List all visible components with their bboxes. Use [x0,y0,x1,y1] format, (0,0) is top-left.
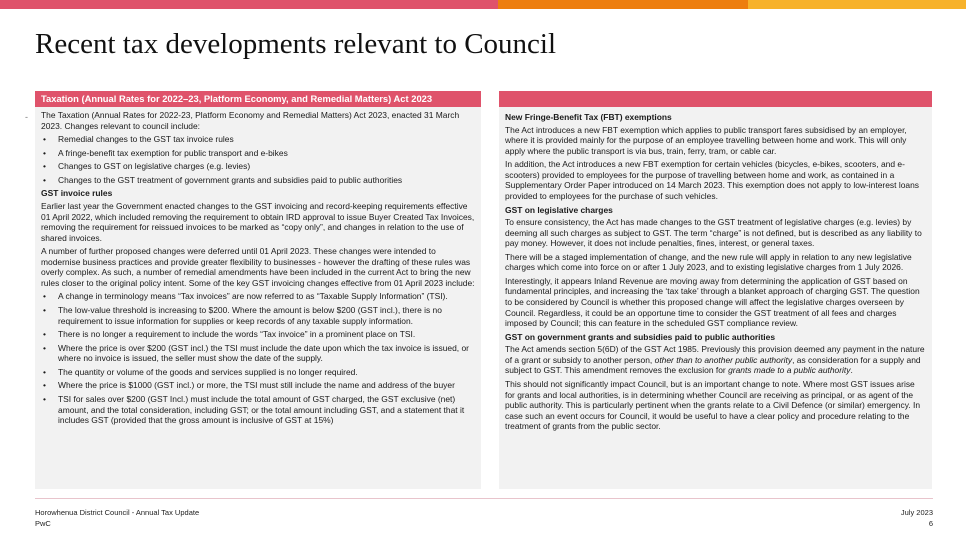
legislative-charges-paragraph-2: There will be a staged implementation of change, and the new rule will apply in relation to any new legislative charges which come into force on or after 1 July 2023, and to existing legislative charges from 1 July 2026. [505,251,912,273]
intro-paragraph: The Taxation (Annual Rates for 2022-23, Platform Economy and Remedial Matters) Act 2023, enacted 31 March 2023. Changes relevant to council include: [41,110,460,131]
top-bar-segment-pink [0,0,498,9]
left-panel-header: Taxation (Annual Rates for 2022–23, Platform Economy, and Remedial Matters) Act 2023 [35,91,481,107]
list-item: • There is no longer a requirement to include the words “Tax invoice” in a prominent place on TSI. [41,329,475,340]
grants-emphasis: grants made to a public authority [728,365,851,376]
list-item: • A change in terminology means “Tax invoices” are now referred to as “Taxable Supply Information” (TSI). [41,291,475,302]
right-panel [499,91,932,489]
grants-paragraph-1 [505,344,926,376]
legislative-charges-paragraph-3: Interestingly, it appears Inland Revenue are moving away from determining the application of GST based on fundamental principles, and increasing the ‘tax take’ through a blanket approach of charging GST. The question to be considered by Council is whether this proposed change will affect the legislative charges overseen by Council. Regardless, it could be an opportune time to consider the GST treatment of all fees and charges imposed by Council; this can feature in the scheduled GST compliance review. [505,275,920,329]
list-item: • Changes to the GST treatment of government grants and subsidies paid to public authorities [41,175,475,186]
footer-right [901,507,933,529]
left-panel [35,91,481,489]
fbt-paragraph-1: The Act introduces a new FBT exemption which applies to public transport fares subsidised by an employer, where it is provided mainly for the purpose of an employee travelling between home and work. This will only apply where the public transport is via bus, train, ferry, tram, or cable car. [505,124,907,156]
gst-invoice-heading: GST invoice rules [41,188,113,199]
grants-paragraph-2: This should not significantly impact Council, but is an important change to note. Where most GST issues arise for grants and local authorities, is in determining whether Council are receiving as principal, or as agent of the public authority. This is particularly pertinent when the grants relate to a Civil Defence (or similar) emergency. In case such an event occurs for Council, it would be useful to have a clear policy and procedure relating to the treatment of grants from the public sector. [505,378,921,432]
gst-paragraph-2: A number of further proposed changes were deferred until 01 April 2023. These changes were intended to modernise business practices and provide greater flexibility to businesses - however the drafting of these rules was overly complex. As such, a number of remedial amendments have been included in the current Act to bring the new rules closer to the original policy intent. Some of the key GST invoicing changes effective from 01 April 2023 include: [41,246,475,288]
footer-left [35,507,199,529]
legislative-charges-heading: GST on legislative charges [505,204,613,215]
list-item: • The quantity or volume of the goods and services supplied is no longer required. [41,367,475,378]
list-item: • Where the price is $1000 (GST incl.) or more, the TSI must still include the name and address of the buyer [41,380,475,391]
list-item: • Where the price is over $200 (GST incl.) the TSI must include the date upon which the tax invoice is issued, or where no invoice is issued, the seller must show the date of the supply. [41,343,475,364]
gst-paragraph-1: Earlier last year the Government enacted changes to the GST invoicing and record-keeping requirements effective 01 April 2022, which included removing the requirement to obtain IRD approval to issue Buyer Created Tax Invoices, removing the requirement for reissued invoices to be marked as “copy only”, and changes in relation to the use of shared invoices. [41,200,475,243]
page-number: 6 [928,519,933,528]
intro-bullet-list [41,134,475,185]
list-item: • A fringe-benefit tax exemption for public transport and e-bikes [41,148,475,159]
grants-text: . [850,365,853,376]
legislative-charges-paragraph-1: To ensure consistency, the Act has made changes to the GST treatment of legislative charges (e.g. levies) by deeming all such charges as subject to GST. The term “charge” is not defined, but is described as any liability to pay money. However, it does not include penalties, fines, interest, or general taxes. [505,217,922,249]
fbt-heading: New Fringe-Benefit Tax (FBT) exemptions [505,112,672,122]
top-bar-segment-orange [498,0,748,9]
list-item: • TSI for sales over $200 (GST Incl.) must include the total amount of GST charged, the GST exclusive (net) amount, and the total consideration, including GST; or the total amount including GST, and a statement that it includes GST (provided that the gross amount is inclusive of GST at 15%) [41,394,475,426]
top-accent-bar [0,0,966,9]
footer-brand: PwC [35,519,51,528]
grants-emphasis: other than to another public authority [654,354,793,365]
footer-divider [35,498,933,499]
footer-org: Horowhenua District Council - Annual Tax Update [35,508,200,517]
grants-text: The Act amends section 5(6D) of the GST Act 1985. Previously this provision deemed any payment in the nature of a grant or subsidy to another person, [505,344,925,365]
top-bar-segment-yellow [748,0,966,9]
gst-bullet-list [41,291,475,425]
list-item: • Changes to GST on legislative charges (e.g. levies) [41,161,475,172]
grants-heading: GST on government grants and subsidies paid to public authorities [505,331,776,342]
left-panel-body [35,107,481,426]
page-title: Recent tax developments relevant to Council [35,28,557,60]
right-panel-header [499,91,932,107]
grants-text: , as consideration for a supply and subject to GST. This amendment removes the exclusion for [505,354,921,376]
list-item: • Remedial changes to the GST tax invoice rules [41,134,475,145]
margin-mark: - [25,112,28,122]
footer-date: July 2023 [900,508,933,517]
right-panel-body [499,107,932,432]
fbt-paragraph-2: In addition, the Act introduces a new FBT exemption for certain vehicles (bicycles, e-bikes, scooters, and e-scooters) provided to employees for the purpose of travelling between home and work, as contained in a Supplementary Order Paper introduced on 14 March 2023. This exemption does not apply to low-interest loans provided to employees for the purchase of such vehicles. [505,159,919,201]
list-item: • The low-value threshold is increasing to $200. Where the amount is below $200 (GST incl.), there is no requirement to issue information for supplies or keep records of any taxable supply information. [41,305,475,326]
